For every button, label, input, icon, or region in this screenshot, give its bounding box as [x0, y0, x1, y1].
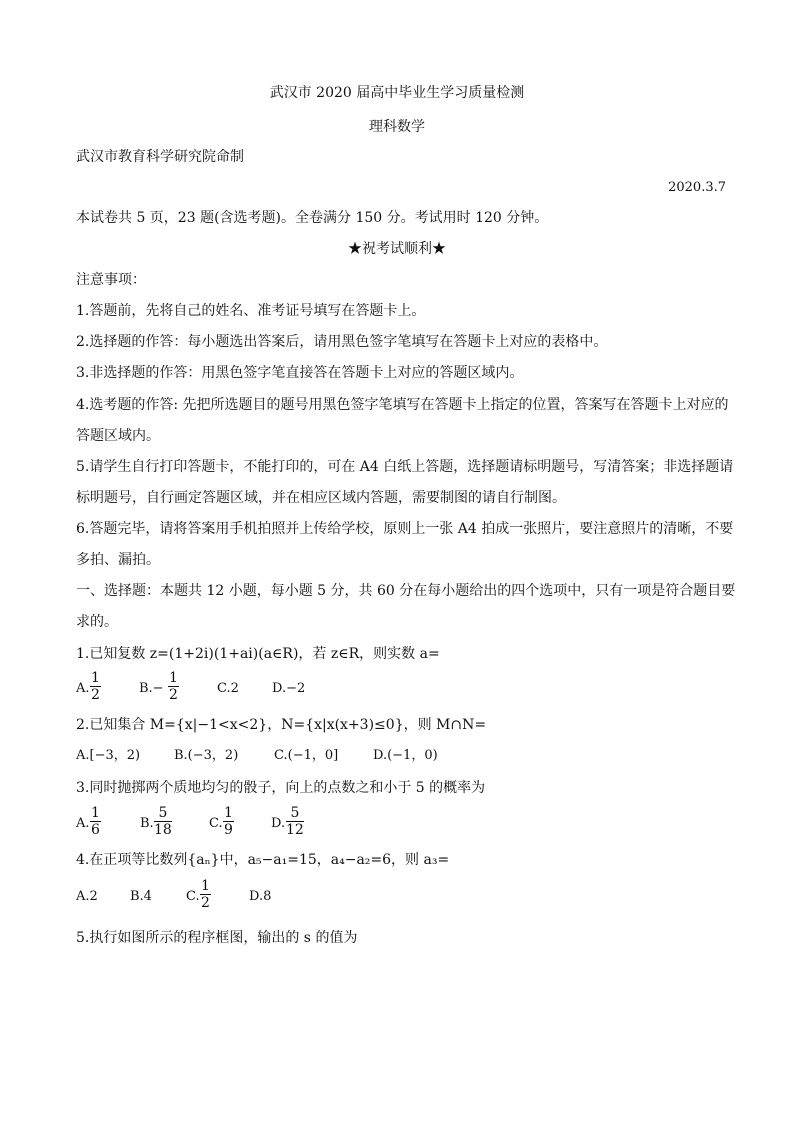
question-2-stem: 2.已知集合 M={x|−1<x<2}，N={x|x(x+3)≤0}，则 M∩N=: [76, 717, 487, 733]
question-1-stem: 1.已知复数 z=(1+2i)(1+ai)(a∈R)，若 z∈R，则实数 a=: [76, 646, 440, 662]
notice-line: 6.答题完毕，请将答案用手机拍照并上传给学校，原则上一张 A4 拍成一张照片，要注意照片的清晰，不要: [76, 521, 734, 537]
exam-title: 武汉市 2020 届高中毕业生学习质量检测: [269, 85, 525, 101]
notice-line: 答题区域内。: [76, 428, 160, 444]
notice-line: 多拍、漏拍。: [76, 552, 160, 568]
exam-date: 2020.3.7: [668, 180, 726, 195]
notice-line: 3.非选择题的作答：用黑色签字笔直接答在答题卡上对应的答题区域内。: [76, 365, 524, 381]
section-heading: 一、选择题：本题共 12 小题，每小题 5 分，共 60 分在每小题给出的四个选项中，只有一项是符合题目要: [76, 583, 736, 599]
question-5-stem: 5.执行如图所示的程序框图，输出的 s 的值为: [76, 930, 358, 946]
option-b-label: B.: [140, 816, 154, 831]
notice-line: 1.答题前，先将自己的姓名、准考证号填写在答题卡上。: [76, 303, 426, 319]
notice-heading: 注意事项：: [76, 272, 146, 288]
option-a: A.2: [76, 889, 98, 904]
option-b: B.(−3，2): [174, 748, 239, 763]
question-4-stem: 4.在正项等比数列{aₙ}中，a₅−a₁=15，a₄−a₂=6，则 a₃=: [76, 852, 450, 868]
notice-line: 5.请学生自行打印答题卡，不能打印的，可在 A4 白纸上答题，选择题请标明题号，写清答案；非选择题请: [76, 459, 734, 475]
option-a: A.[−3，2): [76, 748, 141, 763]
option-a-label: A.: [76, 681, 90, 696]
option-c-label: C.: [186, 889, 200, 904]
option-a-label: A.: [76, 816, 90, 831]
option-c: C.(−1，0]: [274, 748, 339, 763]
option-d: D.8: [249, 889, 272, 904]
option-b-label: B.−: [139, 681, 164, 696]
option-d: D.−2: [272, 681, 306, 696]
option-b-fraction: $\frac{5}{18}$: [154, 805, 172, 838]
option-c-label: C.: [209, 816, 223, 831]
option-d-fraction: $\frac{5}{12}$: [286, 805, 304, 838]
option-d: D.(−1，0): [373, 748, 438, 763]
exam-wish: ★祝考试顺利★: [348, 241, 446, 257]
exam-intro: 本试卷共 5 页，23 题(含选考题)。全卷满分 150 分。考试用时 120 分钟。: [76, 210, 549, 226]
question-3-stem: 3.同时抛掷两个质地均匀的骰子，向上的点数之和小于 5 的概率为: [76, 780, 486, 796]
option-d-label: D.: [271, 816, 286, 831]
option-c-fraction: $\frac{1}{2}$: [201, 878, 210, 911]
notice-line: 4.选考题的作答: 先把所选题目的题号用黑色签字笔填写在答题卡上指定的位置，答案写在答题卡上对应的: [76, 397, 729, 413]
notice-line: 标明题号，自行画定答题区域，并在相应区域内答题，需要制图的请自行制图。: [76, 490, 566, 506]
option-a-fraction: $\frac{1}{2}$: [91, 670, 100, 703]
exam-author: 武汉市教育科学研究院命制: [76, 149, 244, 165]
option-b-fraction: $\frac{1}{2}$: [169, 670, 178, 703]
option-c: C.2: [217, 681, 239, 696]
notice-line: 2.选择题的作答：每小题选出答案后，请用黑色签字笔填写在答题卡上对应的表格中。: [76, 334, 608, 350]
option-c-fraction: $\frac{1}{9}$: [224, 805, 233, 838]
option-b: B.4: [130, 889, 152, 904]
exam-subject: 理科数学: [369, 119, 425, 135]
section-heading-cont: 求的。: [76, 614, 118, 630]
option-a-fraction: $\frac{1}{6}$: [91, 805, 100, 838]
